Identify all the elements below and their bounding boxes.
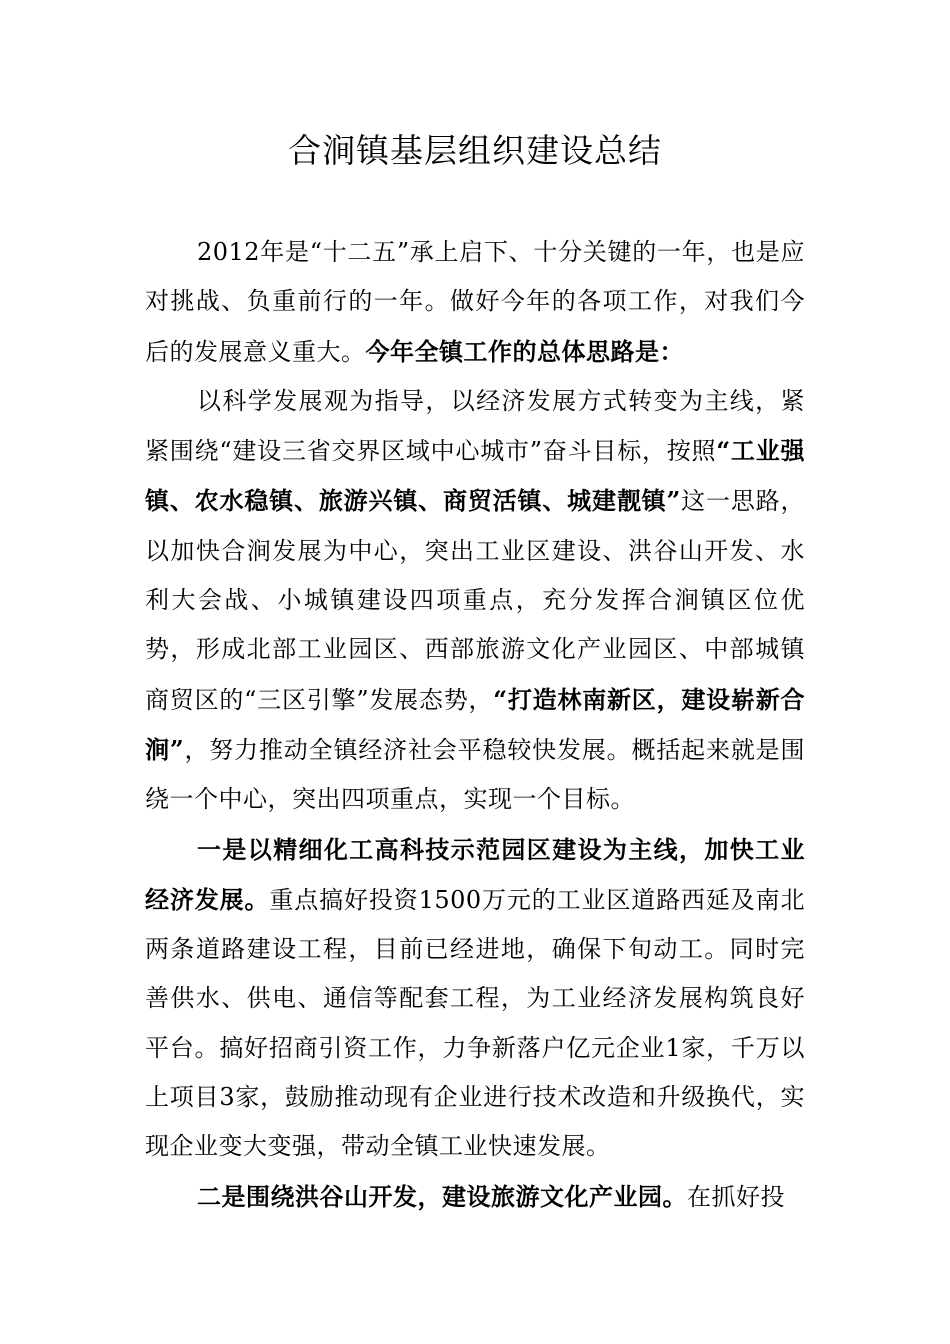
document-title: 合涧镇基层组织建设总结 — [288, 131, 662, 170]
text-run: 在抓好投 — [687, 1182, 785, 1211]
paragraph-intro — [145, 228, 805, 377]
paragraph-point-two — [145, 1172, 805, 1222]
bold-text-run: 二是围绕洪谷山开发，建设旅游文化产业园。 — [197, 1181, 687, 1211]
paragraph-guiding-idea — [145, 377, 805, 825]
bold-text-run: “打造林南新区，建设崭新合涧” — [145, 684, 805, 764]
text-run: 以科学发展观为指导，以经济发展方式转变为主线，紧紧围绕“建设三省交界区域中心城市”奋斗目标，按照 — [145, 386, 805, 466]
bold-text-run: 今年全镇工作的总体思路是： — [365, 336, 684, 366]
text-run: ，努力推动全镇经济社会平稳较快发展。概括起来就是围绕一个中心，突出四项重点，实现一个目标。 — [145, 735, 805, 814]
bold-text-run: “工业强镇、农水稳镇、旅游兴镇、商贸活镇、城建靓镇” — [145, 436, 805, 516]
text-run: 这一思路，以加快合涧发展为中心，突出工业区建设、洪谷山开发、水利大会战、小城镇建设四项重点，充分发挥合涧镇区位优势，形成北部工业园区、西部旅游文化产业园区、中部城镇商贸区的“三区引擎”发展态势， — [145, 487, 805, 714]
document-body — [145, 228, 805, 1222]
text-run: 2012年是“十二五”承上启下、十分关键的一年，也是应对挑战、负重前行的一年。做好今年的各项工作，对我们今后的发展意义重大。 — [145, 238, 805, 366]
text-run: 重点搞好投资1500万元的工业区道路西延及南北两条道路建设工程，目前已经进地，确保下旬动工。同时完善供水、供电、通信等配套工程，为工业经济发展构筑良好平台。搞好招商引资工作，力争新落户亿元企业1家，千万以上项目3家，鼓励推动现有企业进行技术改造和升级换代，实现企业变大变强，带动全镇工业快速发展。 — [145, 885, 805, 1161]
paragraph-point-one — [145, 825, 805, 1172]
bold-text-run: 一是以精细化工高科技示范园区建设为主线，加快工业经济发展。 — [145, 834, 805, 914]
